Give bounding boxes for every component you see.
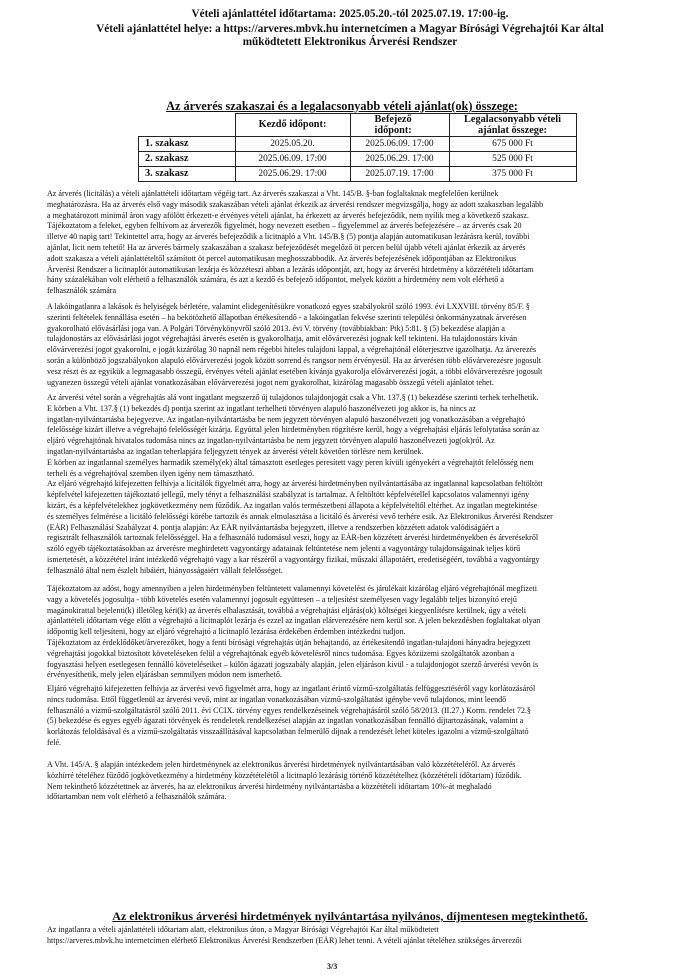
text-line: időtartamban nem volt elérhető a felhasználók számára. — [47, 792, 227, 802]
stage-start: 2025.06.29. 17:00 — [235, 167, 350, 182]
table-row — [139, 137, 577, 152]
stage-end: 2025.06.09. 17:00 — [350, 137, 449, 152]
text-line: közhírré tételéhez fűződő jogkövetkezmény a hirdetmény közzétételétől a licitnapló lezárásig történő közzétételhez (közzétételi időtartam) fűződik. — [47, 770, 522, 780]
text-line: korlátozás feloldásával és a vízmű-szolgáltatás visszaállításával kapcsolatban felmerülő díjnak a rendezését lehet köteles igazolni a vízmű-szolgáltató — [47, 727, 529, 737]
text-line: végrehajtási jogokkal biztosított követeléseken felül a végrehajtónak egyéb követelésről nincs tudomása. Egyes közüzemi szolgáltatók azonban a — [47, 648, 515, 658]
stage-start: 2025.05.20. — [235, 137, 350, 152]
text-line: adott szakasza a vételi ajánlattételtől számított öt percel automatikusan meghosszabbodik. Az árverés befejezésének időpontjában az Elektronikus — [47, 253, 517, 263]
col-header-end — [350, 114, 449, 137]
auction-stages-table — [138, 113, 577, 182]
text-line: érvényesíthetik, mely jelen eljárásban semmilyen módon nem ismerhető. — [47, 670, 282, 680]
text-line: gyakorolható elővásárlási joga van. A Polgári Törvénykönyvről szóló 2013. évi V. törvény (továbbiakban: Ptk) 5:81. § (5) bekezdése alapján a — [47, 323, 505, 333]
text-line: fogyasztási helyen esetlegesen fennálló követeléseiket – külön ágazati jogszabály alapján, jelen eljáráson kívül - a tulajdonjogot szerző árverési vevőn is — [47, 659, 539, 669]
table-row — [139, 167, 577, 182]
paragraph-debtor-notice — [47, 584, 641, 681]
paragraph-publication — [47, 760, 641, 803]
text-line: https://arveres.mbvk.hu internetcímen elérhető Elektronikus Árverési Rendszerben (EÁR) lehet tenni. A vételi ajánlat tételéhez szükséges árverezői — [47, 935, 522, 945]
text-line: ajánlattételi időtartam vége előtt a végrehajtó a licitnaplót lezárja és ezzel az ingatlan elárverezésére nem kerül sor. A jelen bekezdésben foglaltakat olyan — [47, 616, 541, 626]
stage-end: 2025.06.29. 17:00 — [350, 152, 449, 167]
text-line: Nem tekinthető közzétettnek az árverés, ha az elektronikus árverési hirdetmény nyilvántartásba a közzétételi időtartam 10%-át meghaladó — [47, 781, 492, 791]
text-line: (EÁR) Felhasználási Szabályzat 4. pontja alapján: Az EÁR nyilvántartásba bejegyzett, illetve a rendszerben közzétett adatok valódiságáért a — [47, 522, 500, 532]
table-corner — [139, 114, 236, 137]
text-line: hány százalékában volt elérhető a felhasználók számára, és azt a kezdő és befejező időpontot, melyek között a hirdetmény nem volt elérhető a — [47, 275, 504, 285]
text-line: szóló egyéb tájékoztatásokban az árverésre meghirdetett vagyontárgy adatainak feltüntetése nem jelenti a vagyontárgy tulajdonságainak teljes körű — [47, 544, 521, 554]
text-line: A lakóingatlanra a lakások és helyiségek bérletére, valamint elidegenítésükre vonatkozó egyes szabályokról szóló 1993. évi LXXVIII. törvény 85/F. § — [47, 302, 530, 311]
stages-title: Az árverés szakaszai és a legalacsonyabb vételi ajánlat(ok) összege: — [166, 99, 518, 113]
paragraph-bidding-instructions — [47, 925, 641, 947]
table-header-row — [139, 114, 577, 137]
text-line: felé. — [47, 737, 62, 747]
text-line: E körben az ingatlannal személyes harmadik személy(ek) által támasztott esetleges peresített vagy peren kívüli igényekért a végrehajtót felelősség nem — [47, 457, 534, 467]
text-line: képfelvétel kifejezetten tájékoztató jellegű, mely tényt a felhasználási szabályzat is tartalmaz. A feltöltött képfelvétellel kapcsolatos valamennyi igény — [47, 490, 530, 500]
paragraph-preemption-rights — [47, 302, 641, 388]
text-line: felhasználók számára — [47, 286, 117, 296]
text-line: (5) bekezdése és egyes egyéb ágazati törvények és rendeletek rendelkezései alapján az ingatlan vonatkozásában fennálló díjtartozásának, valamint a — [47, 716, 524, 726]
col-header-end-1: Befejező — [374, 114, 412, 125]
text-line: Az eljáró végrehajtó kifejezetten felhívja a licitálók figyelmét arra, hogy az árverési hirdetményben nyilvántartásába az ingatlannal kapcsolatban feltöltött — [47, 479, 543, 489]
text-line: illetve 40 napig tart! Tekintettel arra, hogy az árverés befejeződik a licitnapló a Vht. 145/B.§ (5) pontja alapján automatikusan lezárásra kerül, további — [47, 232, 530, 242]
text-line: Az árverési vétel során a végrehajtás alá vont ingatlant megszerző új tulajdonos tulajdonjogát csak a Vht. 137.§ (1) bekezdése szerinti terhek terhelhetik. — [47, 393, 539, 402]
bidding-place-line-1: Vételi ajánlattétel helye: a https://arveres.mbvk.hu internetcímen a Magyar Bírósági Végrehajtói Kar által — [96, 23, 604, 35]
text-line: A Vht. 145/A. § alapján intézkedem jelen hirdetménynek az elektronikus árverési hirdetmények nyilvántartásában való közzétételéről. Az árverés — [47, 760, 516, 769]
text-line: a meghatározott minimál áron vagy afölött érkezett-e érvényes vételi ajánlat, ha érkezett az árverés befejeződik, nem nyílik meg a következő szakasz. — [47, 210, 529, 220]
text-line: Az árverés (licitálás) a vételi ajánlattételi időtartam végéig tart. Az árverés szakaszai a Vht. 145/B. §-ban foglaltaknak megfelelően kerülnek — [47, 189, 499, 198]
text-line: felhasználó által nem észlelt hibáiért, hiányosságaiért vállalt felelősséget. — [47, 565, 283, 575]
bidding-period-heading: Vételi ajánlattétel időtartama: 2025.05.20.-tól 2025.07.19. 17:00-ig. — [191, 8, 509, 20]
text-line: Tájékoztatom a feleket, egyben felhívom az árverezők figyelmét, hogy nevezett esetben – figyelemmel az árverés befejezésére – az árverés csak 20 — [47, 221, 522, 231]
text-line: felelőssége kizárt illetve a végrehajtó felelősségét kizárja. Egyúttal jelen hirdetményben rögzítésre kerül, hogy a végrehajtási eljárás lefolytatása során az — [47, 425, 540, 435]
text-line: időpontig kell teljesíteni, hogy az eljáró végrehajtó a licitnapló lezárása érdekében érdemben intézkedni tudjon. — [47, 627, 406, 637]
stage-min-bid: 525 000 Ft — [449, 152, 576, 167]
text-line: vesz részt és az egyikük a legmagasabb összegű, érvényes vételi ajánlat esetében kívánja gyakorolja elővárverezési jogát, a többi elővárverezésre jogosult — [47, 366, 543, 376]
stage-label: 3. szakasz — [139, 167, 236, 182]
page-number: 3/3 — [327, 962, 338, 971]
col-header-min-2: ajánlat összege: — [478, 125, 547, 136]
text-line: ugyanezen összegű vételi ajánlat vonatkozásában elővárverezési jogot nem gyakorolhat, kizárólag magasabb összegű vételi ajánlatot tehet. — [47, 377, 494, 387]
text-line: tulajdonostárs az elővásárlási jogot végrehajtási árverés esetén is gyakorolhatja, amit elővárverezési jognak kell tekinteni. Ha tulajdonostárs kíván — [47, 334, 518, 344]
text-line: eljáró végrehajtónak hivatalos tudomása nincs az ingatlan-nyilvántartásba be nem jegyzett törvényen alapuló haszonélvezeti jog(ok)ról. Az — [47, 436, 495, 446]
table-row — [139, 152, 577, 167]
col-header-min — [449, 114, 576, 137]
stage-start: 2025.06.09. 17:00 — [235, 152, 350, 167]
text-line: Tájékoztatom az adóst, hogy amennyiben a jelen hirdetményben feltüntetett valamennyi követelést és járulékait kizárólag eljáró végrehajtónál megfizeti — [47, 584, 537, 593]
text-line: szerinti feltételek fennállása esetén – ha bekötözhető állapotban értékesítendő - a lakóingatlan fekvése szerinti települési önkormányzatnak árverésen — [47, 312, 527, 322]
text-line: Az ingatlanra a vételi ajánlattételi időtartam alatt, elektronikus úton, a Magyar Bírósági Végrehajtói Kar által működtetett — [47, 925, 439, 934]
text-line: meghatározásra. Ha az árverés első vagy második szakaszában vételi ajánlat érkezik az árverési rendszer megvizsgálja, hogy az adott szakaszban legalább — [47, 199, 544, 209]
registry-public-notice: Az elektronikus árverési hirdetmények nyilvántartása nyilvános, díjmentesen megtekinthető. — [112, 909, 588, 923]
text-line: E körben a Vht. 137.§ (1) bekezdés d) pontja szerint az ingatlant terhelheti törvényen alapuló haszonélvezeti jog akkor is, ha nincs az — [47, 403, 476, 413]
bidding-place-heading — [60, 23, 640, 49]
bidding-place-line-2: működtetett Elektronikus Árverési Rendszer — [242, 36, 458, 48]
col-header-min-1: Legalacsonyabb vételi — [464, 114, 561, 125]
text-line: ingatlan-nyilvántartásba bejegyezve. Az ingatlan-nyilvántartásba be nem jegyzett törvényen alapuló haszonélvezeti jog vonatkozásában a végrehajtó — [47, 414, 526, 424]
text-line: során a különböző jogszabályokon alapuló elővárverezési jogok között sorrend és rangsor nem érvényesül. Ha az árverésen több elővárverezésre jogosult — [47, 355, 542, 365]
text-line: magánokirattal bejelenti(k) illetőleg kéri(k) az árverés elhalasztását, továbbá a végrehajtási eljárás(ok) költségei kiegyenlítésre kerülnek, úgy a vételi — [47, 605, 527, 615]
text-line: Tájékoztatom az érdeklődőket/árverezőket, hogy a fenti bírósági végrehajtás útján behajtandó, az értékesítendő ingatlan-tulajdoni hányadra bejegyzett — [47, 637, 531, 647]
col-header-end-2: időpont: — [374, 125, 412, 136]
paragraph-water-utility — [47, 684, 641, 749]
text-line: felhasználó a vízmű-szolgáltatásról szóló 2011. évi CCIX. törvény egyes rendelkezéseinek végrehajtásáról szóló 58/2013. (II.27.) Korm. rendelet 72.§ — [47, 705, 531, 715]
text-line: terheli és a végrehajtóval szemben ilyen igény nem támasztható. — [47, 468, 255, 478]
text-line: Eljáró végrehajtó kifejezetten felhívja az árverési vevő figyelmét arra, hogy az ingatlant érintő vízmű-szolgáltatás felfüggesztéséről vagy korlátozásáról — [47, 684, 536, 693]
text-line: ajánlat, licit nem tehető! Ha az árverés bármely szakaszában a szakasz befejeződését megelőző öt percen belül újabb vételi ajánlat érkezik az árverés — [47, 242, 526, 252]
text-line: ismertetését, a közzététel iránt intézkedő végrehajtó vagy a kar részéről a vagyontárgy fizikai, műszaki állapotáért, eredetiségéért, továbbá a vagyontárgy — [47, 554, 540, 564]
text-line: Árverési Rendszer a licitnaplót automatikusan lezárja és közzéteszi abban a lezárás időpontját, azt, hogy az árverési hirdetmény a közzétételi időtartam — [47, 264, 534, 274]
paragraph-auction-stages — [47, 189, 641, 297]
text-line: elővárverezési jogot gyakorolni, e jogát kizárólag 30 napnál nem régebbi hiteles tulajdoni lappal, a végrehajtónál előterjesztve igazolhatja. Az árverezés — [47, 345, 537, 355]
text-line: és személyes felmérése a licitáló felelősségi körébe tartozik és annak elmulasztása a licitáló és árverési vevő terhére esik. Az Elektronikus Árverési Rendszer — [47, 511, 553, 521]
text-line: nincs tudomása. Ettől függetlenül az árverési vevő, mint az ingatlan vonatkozásában vízmű-szolgáltatást igénybe vevő tulajdonos, mint leendő — [47, 694, 507, 704]
col-header-start: Kezdő időpont: — [235, 114, 350, 137]
text-line: vagy a követelés jogosultja - több követelés esetén valamennyi jogosult együttesen – a teljesítést személyesen vagy legalább teljes bizonyító erejű — [47, 594, 517, 604]
stage-label: 2. szakasz — [139, 152, 236, 167]
stage-end: 2025.07.19. 17:00 — [350, 167, 449, 182]
stage-label: 1. szakasz — [139, 137, 236, 152]
stage-min-bid: 375 000 Ft — [449, 167, 576, 182]
paragraph-buyer-liability — [47, 393, 641, 577]
text-line: kizárt, és a képfelvételekhez jogkövetkezmény nem fűződik. Az ingatlan valós természetbeni állapota a képfelvételtől eltérhet. Az ingatlan megtekintése — [47, 500, 538, 510]
text-line: ingatlan-nyilvántartásba az ingatlan teherlapjára feljegyzett tények az árverési vételt követően törlésre nem kerülnek. — [47, 446, 424, 456]
stage-min-bid: 675 000 Ft — [449, 137, 576, 152]
text-line: regisztrált felhasználók tartoznak felelősséggel. Ha a felhasználó tudomásul veszi, hogy az EÁR-ben közzétett árverési hirdetményekben és árverésekről — [47, 533, 539, 543]
